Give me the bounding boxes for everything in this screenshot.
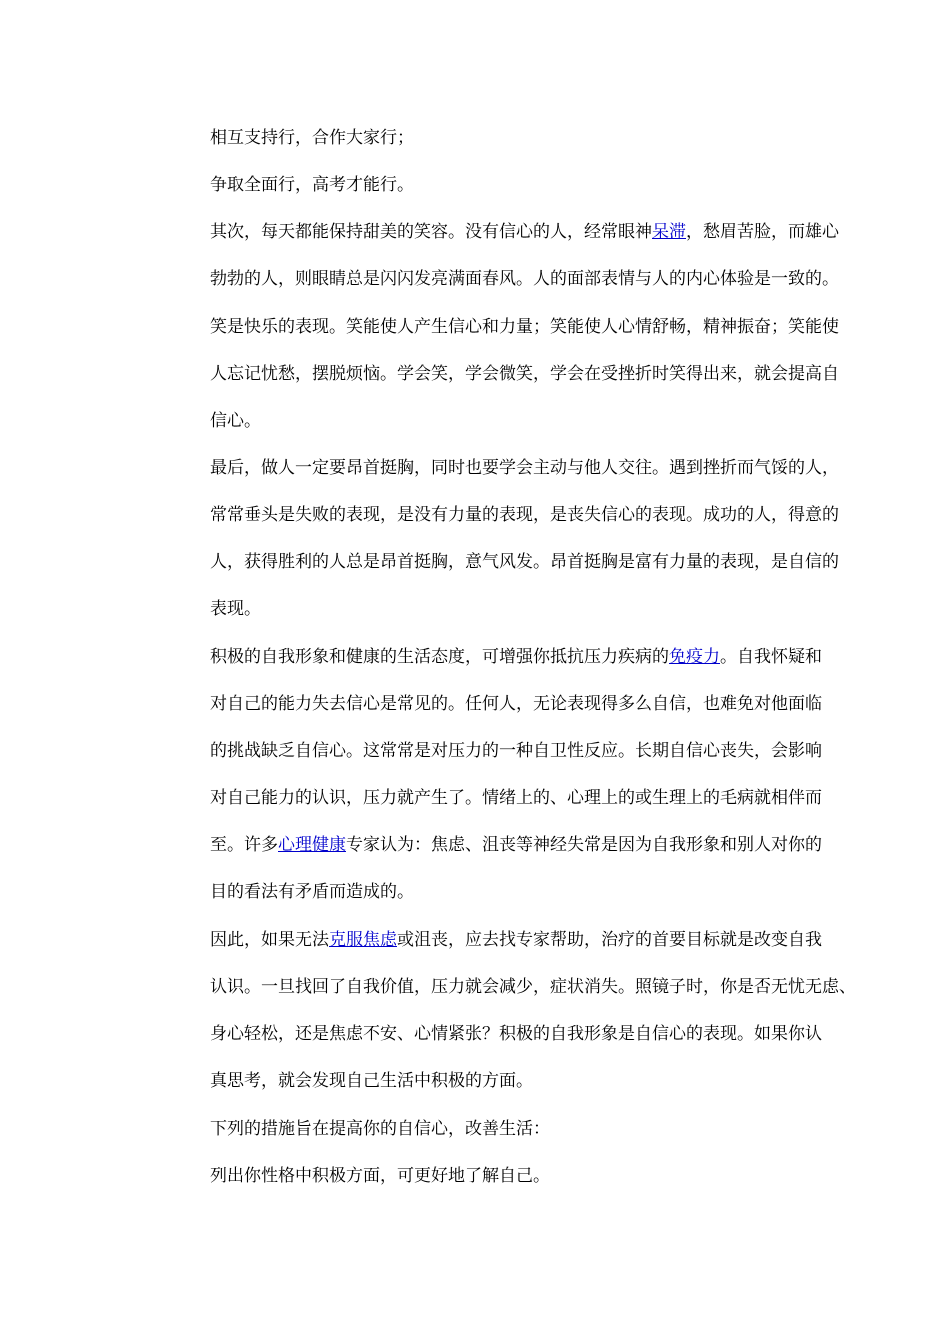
text-line	[210, 881, 830, 903]
text-segment: 人，获得胜利的人总是昂首挺胸，意气风发。昂首挺胸是富有力量的表现，是自信的	[210, 552, 839, 572]
text-segment: 争取全面行，高考才能行。	[210, 175, 414, 195]
text-line	[210, 410, 830, 432]
text-line	[210, 504, 839, 526]
text-line	[210, 221, 839, 243]
text-line	[210, 929, 830, 951]
text-line	[210, 787, 830, 809]
text-segment: ，愁眉苦脸，而雄心	[686, 222, 839, 242]
text-segment: 信心。	[210, 411, 261, 431]
text-line	[210, 268, 839, 290]
text-segment: 。自我怀疑和	[720, 647, 822, 667]
text-line	[210, 363, 839, 385]
text-segment: 专家认为：焦虑、沮丧等神经失常是因为自我形象和别人对你的	[346, 835, 822, 855]
text-line	[210, 1165, 830, 1187]
text-segment: 下列的措施旨在提高你的自信心，改善生活：	[210, 1119, 550, 1139]
text-line	[210, 174, 830, 196]
inline-link[interactable]: 克服焦虑	[329, 930, 397, 950]
text-segment: 至。许多	[210, 835, 278, 855]
text-line	[210, 646, 830, 668]
text-line	[210, 598, 830, 620]
text-segment: 认识。一旦找回了自我价值，压力就会减少，症状消失。照镜子时，你是否无忧无虑、	[210, 977, 856, 997]
text-segment: 对自己的能力失去信心是常见的。任何人，无论表现得多么自信，也难免对他面临	[210, 694, 822, 714]
text-segment: 笑是快乐的表现。笑能使人产生信心和力量；笑能使人心情舒畅，精神振奋；笑能使	[210, 317, 839, 337]
text-segment: 常常垂头是失败的表现，是没有力量的表现，是丧失信心的表现。成功的人，得意的	[210, 505, 839, 525]
text-line	[210, 693, 830, 715]
text-line	[210, 127, 830, 149]
text-segment: 人忘记忧愁，摆脱烦恼。学会笑，学会微笑，学会在受挫折时笑得出来，就会提高自	[210, 364, 839, 384]
inline-link[interactable]: 呆滞	[652, 222, 686, 242]
text-segment: 表现。	[210, 599, 261, 619]
inline-link[interactable]: 免疫力	[669, 647, 720, 667]
text-line	[210, 316, 839, 338]
text-segment: 最后，做人一定要昂首挺胸，同时也要学会主动与他人交往。遇到挫折而气馁的人，	[210, 458, 839, 478]
text-line	[210, 457, 839, 479]
text-line	[210, 551, 839, 573]
text-line	[210, 1023, 830, 1045]
text-line	[210, 1070, 830, 1092]
text-segment: 目的看法有矛盾而造成的。	[210, 882, 414, 902]
text-segment: 因此，如果无法	[210, 930, 329, 950]
inline-link[interactable]: 心理健康	[278, 835, 346, 855]
text-segment: 勃勃的人，则眼睛总是闪闪发亮满面春风。人的面部表情与人的内心体验是一致的。	[210, 269, 839, 289]
text-line	[210, 834, 830, 856]
text-segment: 或沮丧，应去找专家帮助，治疗的首要目标就是改变自我	[397, 930, 822, 950]
text-line	[210, 976, 856, 998]
text-segment: 身心轻松，还是焦虑不安、心情紧张？积极的自我形象是自信心的表现。如果你认	[210, 1024, 822, 1044]
text-segment: 积极的自我形象和健康的生活态度，可增强你抵抗压力疾病的	[210, 647, 669, 667]
text-segment: 的挑战缺乏自信心。这常常是对压力的一种自卫性反应。长期自信心丧失，会影响	[210, 741, 822, 761]
text-segment: 真思考，就会发现自己生活中积极的方面。	[210, 1071, 533, 1091]
text-line	[210, 1118, 830, 1140]
text-segment: 相互支持行，合作大家行；	[210, 128, 414, 148]
text-line	[210, 740, 830, 762]
text-segment: 其次，每天都能保持甜美的笑容。没有信心的人，经常眼神	[210, 222, 652, 242]
text-segment: 对自己能力的认识，压力就产生了。情绪上的、心理上的或生理上的毛病就相伴而	[210, 788, 822, 808]
text-segment: 列出你性格中积极方面，可更好地了解自己。	[210, 1166, 550, 1186]
